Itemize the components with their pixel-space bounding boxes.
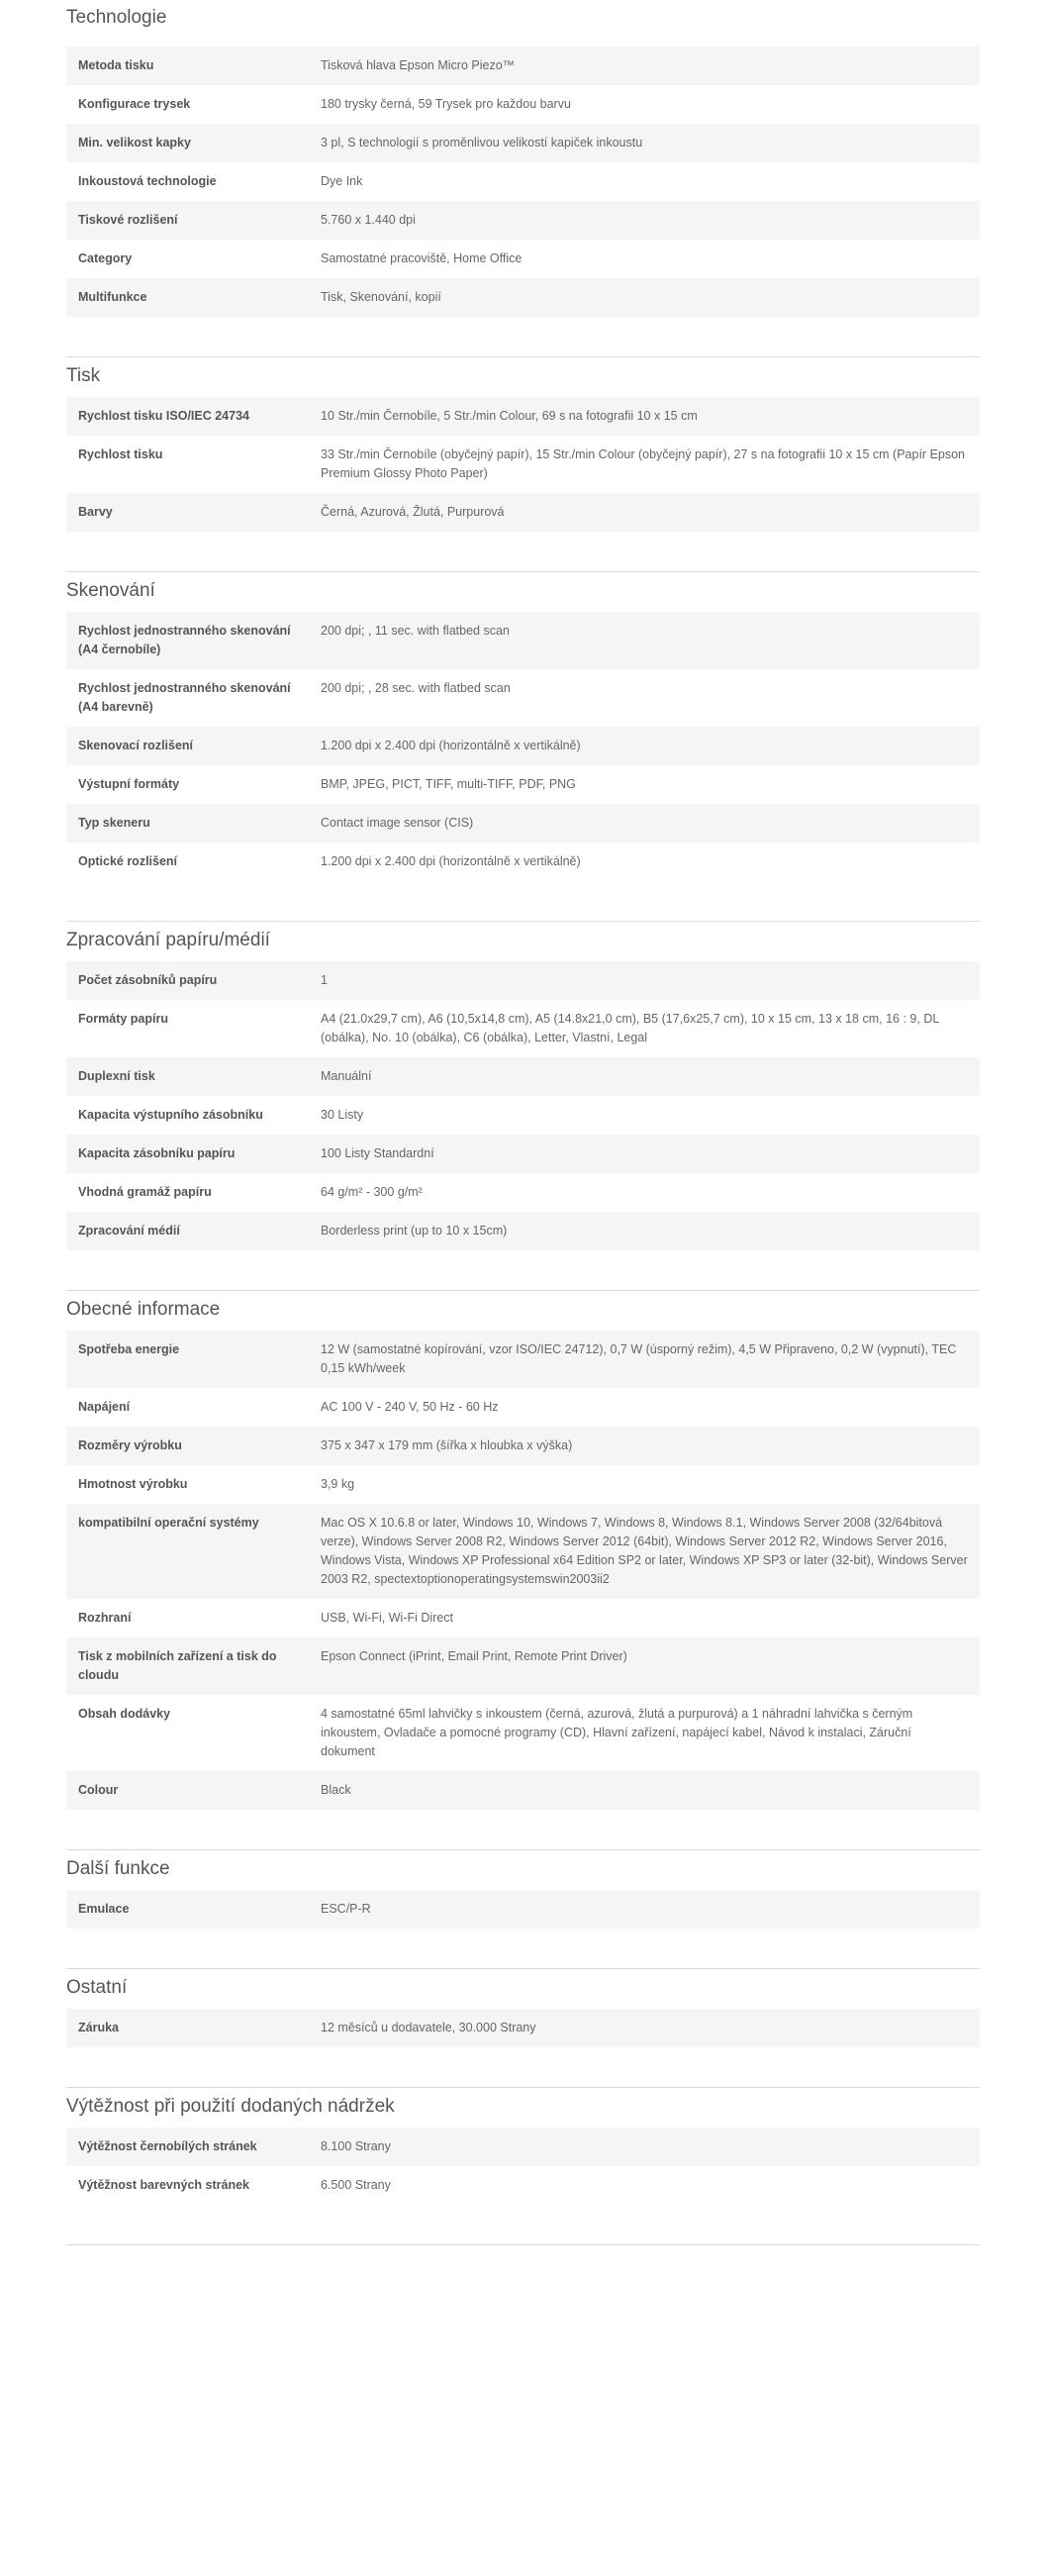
spec-label: Min. velikost kapky xyxy=(78,136,191,149)
section-spacer xyxy=(66,1810,980,1849)
spec-label: Rozhraní xyxy=(78,1611,132,1625)
spec-row xyxy=(66,278,980,317)
spec-label: Výtěžnost barevných stránek xyxy=(78,2178,249,2192)
spec-value: Epson Connect (iPrint, Email Print, Remote Print Driver) xyxy=(321,1649,627,1663)
spec-row xyxy=(66,201,980,240)
spec-section xyxy=(66,572,980,922)
spec-value: BMP, JPEG, PICT, TIFF, multi-TIFF, PDF, PNG xyxy=(321,777,576,791)
spec-section xyxy=(66,0,980,357)
spec-row xyxy=(66,85,980,124)
spec-row xyxy=(66,842,980,881)
spec-label: Záruka xyxy=(78,2021,119,2034)
spec-value: AC 100 V - 240 V, 50 Hz - 60 Hz xyxy=(321,1400,499,1414)
spec-row xyxy=(66,1331,980,1388)
spec-value: USB, Wi-Fi, Wi-Fi Direct xyxy=(321,1611,454,1625)
spec-row xyxy=(66,1890,980,1929)
section-title: Skenování xyxy=(66,580,155,601)
spec-value: Black xyxy=(321,1783,351,1797)
spec-label: Zpracování médií xyxy=(78,1224,180,1238)
spec-row xyxy=(66,240,980,278)
spec-label: Konfigurace trysek xyxy=(78,97,191,111)
spec-value: 5.760 x 1.440 dpi xyxy=(321,213,416,227)
section-spacer xyxy=(66,2205,980,2244)
spec-value: A4 (21.0x29,7 cm), A6 (10,5x14,8 cm), A5 (14.8x21,0 cm), B5 (17,6x25,7 cm), 10 x 15 cm, 13 x 18 cm, 16 : 9, DL (obálka), No. 10 (obálka), C6 (obálka), Letter, Vlastní, Legal xyxy=(321,1012,939,1044)
spec-row xyxy=(66,436,980,493)
spec-value: Černá, Azurová, Žlutá, Purpurová xyxy=(321,505,505,519)
spec-row xyxy=(66,1173,980,1212)
spec-label: Optické rozlišení xyxy=(78,854,178,868)
spec-value: 200 dpi; , 28 sec. with flatbed scan xyxy=(321,681,511,695)
spec-label: Barvy xyxy=(78,505,113,519)
spec-value: 8.100 Strany xyxy=(321,2139,391,2153)
spec-table xyxy=(66,2009,980,2047)
spec-label: Výstupní formáty xyxy=(78,777,180,791)
spec-row xyxy=(66,1212,980,1250)
section-title: Obecné informace xyxy=(66,1299,221,1320)
spec-row xyxy=(66,1000,980,1057)
spec-section xyxy=(66,1850,980,1969)
section-title: Technologie xyxy=(66,7,167,28)
spec-table xyxy=(66,1331,980,1810)
section-title: Tisk xyxy=(66,365,101,386)
section-spacer xyxy=(66,532,980,571)
spec-row xyxy=(66,397,980,436)
spec-label: Duplexní tisk xyxy=(78,1069,155,1083)
spec-row xyxy=(66,2128,980,2166)
spec-row xyxy=(66,1504,980,1599)
spec-value: 1 xyxy=(321,973,328,987)
spec-row xyxy=(66,124,980,162)
spec-value: 10 Str./min Černobíle, 5 Str./min Colour, 69 s na fotografii 10 x 15 cm xyxy=(321,409,698,423)
spec-row xyxy=(66,1599,980,1637)
spec-row xyxy=(66,1057,980,1096)
spec-label: Počet zásobníků papíru xyxy=(78,973,218,987)
spec-section xyxy=(66,1291,980,1850)
spec-label: Rozměry výrobku xyxy=(78,1438,182,1452)
spec-label: Vhodná gramáž papíru xyxy=(78,1185,212,1199)
spec-value: ESC/P-R xyxy=(321,1902,371,1916)
spec-row xyxy=(66,1135,980,1173)
spec-label: Spotřeba energie xyxy=(78,1342,180,1356)
spec-value: Samostatné pracoviště, Home Office xyxy=(321,251,523,265)
spec-value: Dye Ink xyxy=(321,174,363,188)
section-spacer xyxy=(66,1929,980,1968)
spec-row xyxy=(66,162,980,201)
spec-value: 1.200 dpi x 2.400 dpi (horizontálně x vertikálně) xyxy=(321,854,581,868)
spec-label: Metoda tisku xyxy=(78,58,154,72)
spec-label: Rychlost jednostranného skenování (A4 barevně) xyxy=(78,681,291,714)
spec-value: 180 trysky černá, 59 Trysek pro každou barvu xyxy=(321,97,571,111)
section-spacer xyxy=(66,317,980,356)
spec-value: 12 měsíců u dodavatele, 30.000 Strany xyxy=(321,2021,536,2034)
spec-row xyxy=(66,47,980,85)
spec-value: 6.500 Strany xyxy=(321,2178,391,2192)
section-spacer xyxy=(66,2047,980,2087)
spec-label: Multifunkce xyxy=(78,290,147,304)
section-spacer xyxy=(66,881,980,921)
spec-label: Rychlost jednostranného skenování (A4 černobíle) xyxy=(78,624,291,656)
spec-row xyxy=(66,2166,980,2205)
spec-row xyxy=(66,1465,980,1504)
spec-label: Inkoustová technologie xyxy=(78,174,217,188)
spec-label: Výtěžnost černobílých stránek xyxy=(78,2139,257,2153)
spec-value: 1.200 dpi x 2.400 dpi (horizontálně x vertikálně) xyxy=(321,739,581,752)
spec-value: Tisková hlava Epson Micro Piezo™ xyxy=(321,58,516,72)
section-spacer xyxy=(66,1250,980,1290)
spec-table xyxy=(66,397,980,532)
spec-row xyxy=(66,1695,980,1771)
spec-label: Kapacita výstupního zásobníku xyxy=(78,1108,263,1122)
spec-value: Manuální xyxy=(321,1069,372,1083)
spec-table xyxy=(66,2128,980,2205)
section-title: Ostatní xyxy=(66,1977,128,1998)
section-title: Zpracování papíru/médií xyxy=(66,930,270,950)
spec-label: Formáty papíru xyxy=(78,1012,168,1026)
spec-row xyxy=(66,1771,980,1810)
spec-table xyxy=(66,961,980,1250)
spec-section xyxy=(66,1969,980,2088)
spec-value: Borderless print (up to 10 x 15cm) xyxy=(321,1224,508,1238)
spec-table xyxy=(66,1890,980,1929)
spec-value: Mac OS X 10.6.8 or later, Windows 10, Windows 7, Windows 8, Windows 8.1, Windows Server 2008 (32/64bitová verze), Windows Server 2008 R2, Windows Server 2012 (64bit), Windows Server 2012 R2, Windows Server 2016, Windows Vista, Windows XP Professional x64 Edition SP2 or later, Windows XP SP3 or later (32-bit), Windows Server 2003 R2, spectextoptionoperatingsystemswin2003ii2 xyxy=(321,1516,968,1586)
spec-row xyxy=(66,1637,980,1695)
spec-row xyxy=(66,765,980,804)
spec-value: 100 Listy Standardní xyxy=(321,1146,434,1160)
spec-row xyxy=(66,1388,980,1427)
spec-label: Kapacita zásobníku papíru xyxy=(78,1146,236,1160)
spec-label: Tiskové rozlišení xyxy=(78,213,178,227)
spec-value: 30 Listy xyxy=(321,1108,364,1122)
spec-label: Rychlost tisku ISO/IEC 24734 xyxy=(78,409,249,423)
spec-label: Obsah dodávky xyxy=(78,1707,171,1721)
spec-table xyxy=(66,47,980,317)
spec-label: Rychlost tisku xyxy=(78,447,163,461)
spec-row xyxy=(66,612,980,669)
spec-label: Category xyxy=(78,251,133,265)
spec-label: Typ skeneru xyxy=(78,816,150,830)
spec-label: Tisk z mobilních zařízení a tisk do cloudu xyxy=(78,1649,277,1682)
spec-section xyxy=(66,2088,980,2245)
spec-value: 200 dpi; , 11 sec. with flatbed scan xyxy=(321,624,510,638)
spec-row xyxy=(66,1096,980,1135)
spec-label: Emulace xyxy=(78,1902,130,1916)
section-title: Další funkce xyxy=(66,1858,170,1879)
spec-value: 3 pl, S technologií s proměnlivou velikostí kapiček inkoustu xyxy=(321,136,643,149)
spec-value: 33 Str./min Černobíle (obyčejný papír), 15 Str./min Colour (obyčejný papír), 27 s na fotografii 10 x 15 cm (Papír Epson Premium Glossy Photo Paper) xyxy=(321,447,966,480)
spec-row xyxy=(66,669,980,727)
spec-label: Hmotnost výrobku xyxy=(78,1477,188,1491)
spec-row xyxy=(66,727,980,765)
spec-section xyxy=(66,357,980,572)
spec-value: 64 g/m² - 300 g/m² xyxy=(321,1185,423,1199)
spec-label: kompatibilní operační systémy xyxy=(78,1516,259,1530)
spec-table xyxy=(66,612,980,881)
spec-label: Napájení xyxy=(78,1400,131,1414)
spec-value: 4 samostatné 65ml lahvičky s inkoustem (černá, azurová, žlutá a purpurová) a 1 náhradní lahvička s černým inkoustem, Ovladače a pomocné programy (CD), Hlavní zařízení, napájecí kabel, Návod k instalaci, Záruční dokument xyxy=(321,1707,913,1758)
spec-value: Contact image sensor (CIS) xyxy=(321,816,474,830)
spec-label: Colour xyxy=(78,1783,119,1797)
spec-row xyxy=(66,961,980,1000)
spec-row xyxy=(66,2009,980,2047)
spec-row xyxy=(66,493,980,532)
spec-sections xyxy=(66,0,980,2245)
spec-value: 375 x 347 x 179 mm (šířka x hloubka x výška) xyxy=(321,1438,573,1452)
section-title: Výtěžnost při použití dodaných nádržek xyxy=(66,2096,395,2117)
spec-row xyxy=(66,1427,980,1465)
spec-label: Skenovací rozlišení xyxy=(78,739,194,752)
spec-row xyxy=(66,804,980,842)
spec-section xyxy=(66,922,980,1291)
spec-value: Tisk, Skenování, kopií xyxy=(321,290,441,304)
spec-value: 12 W (samostatné kopírování, vzor ISO/IEC 24712), 0,7 W (úsporný režim), 4,5 W Připraveno, 0,2 W (vypnutí), TEC 0,15 kWh/week xyxy=(321,1342,957,1375)
spec-value: 3,9 kg xyxy=(321,1477,355,1491)
